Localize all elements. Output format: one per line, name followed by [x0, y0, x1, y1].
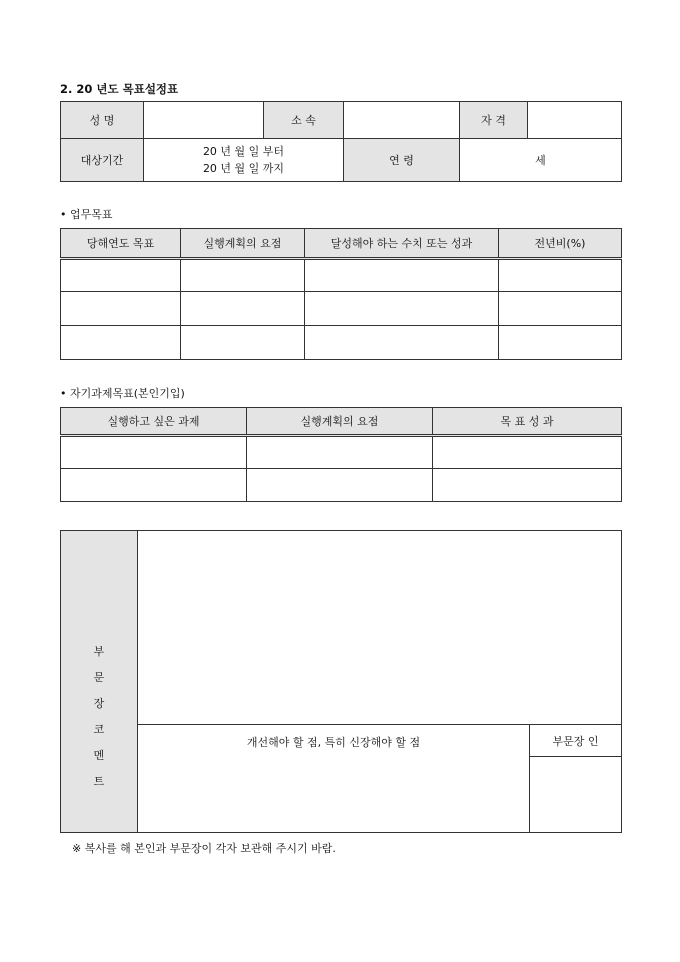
self-goal-cell[interactable]: [247, 469, 433, 502]
work-goal-cell[interactable]: [305, 326, 499, 360]
work-goals-header: 전년비(%): [499, 229, 622, 259]
name-label: 성 명: [61, 102, 144, 139]
page-title: 2. 20 년도 목표설정표: [60, 82, 179, 96]
side-label-char: 장: [93, 696, 105, 710]
qualification-field[interactable]: [528, 102, 622, 139]
work-goals-heading: • 업무목표: [60, 208, 113, 221]
age-field[interactable]: 세: [460, 139, 622, 182]
work-goal-cell[interactable]: [61, 326, 181, 360]
footer-note: ※ 복사를 해 본인과 부문장이 각자 보관해 주시기 바람.: [72, 842, 336, 855]
manager-seal-label: 부문장 인: [530, 725, 622, 757]
side-label-char: 트: [93, 774, 105, 788]
work-goal-cell[interactable]: [61, 259, 181, 292]
manager-comment-label: [61, 531, 138, 833]
period-label: 대상기간: [61, 139, 144, 182]
dept-label: 소 속: [264, 102, 344, 139]
period-field[interactable]: [144, 139, 344, 182]
info-table: [60, 101, 622, 182]
work-goals-header: 실행계획의 요점: [181, 229, 305, 259]
self-goals-header: 실행하고 싶은 과제: [61, 408, 247, 436]
work-goal-cell[interactable]: [181, 292, 305, 326]
work-goal-cell[interactable]: [499, 292, 622, 326]
self-goal-cell[interactable]: [61, 469, 247, 502]
name-field[interactable]: [144, 102, 264, 139]
manager-seal-box[interactable]: [530, 757, 622, 833]
dept-field[interactable]: [344, 102, 460, 139]
work-goal-cell[interactable]: [499, 326, 622, 360]
age-label: 연 령: [344, 139, 460, 182]
comment-table: [60, 530, 622, 833]
side-label-char: 부: [93, 644, 105, 658]
work-goal-cell[interactable]: [181, 326, 305, 360]
work-goal-cell[interactable]: [499, 259, 622, 292]
self-goal-cell[interactable]: [61, 436, 247, 469]
work-goal-cell[interactable]: [181, 259, 305, 292]
manager-comment-area[interactable]: [138, 531, 622, 725]
self-goals-table: [60, 407, 622, 502]
improvement-area[interactable]: [138, 725, 530, 833]
work-goals-header: 당해연도 목표: [61, 229, 181, 259]
period-to: 20 년 월 일 까지: [202, 162, 285, 175]
self-goals-header: 실행계획의 요점: [247, 408, 433, 436]
improvement-label: 개선해야 할 점, 특히 신장해야 할 점: [246, 736, 421, 749]
work-goal-cell[interactable]: [305, 259, 499, 292]
qualification-label: 자 격: [460, 102, 528, 139]
side-label-char: 코: [93, 722, 105, 736]
work-goal-cell[interactable]: [61, 292, 181, 326]
side-label-char: 멘: [93, 748, 105, 762]
work-goals-header: 달성해야 하는 수치 또는 성과: [305, 229, 499, 259]
work-goals-table: [60, 228, 622, 360]
self-goal-cell[interactable]: [433, 469, 622, 502]
side-label-char: 문: [93, 670, 105, 684]
work-goal-cell[interactable]: [305, 292, 499, 326]
self-goal-cell[interactable]: [247, 436, 433, 469]
self-goal-cell[interactable]: [433, 436, 622, 469]
self-goals-header: 목 표 성 과: [433, 408, 622, 436]
period-from: 20 년 월 일 부터: [202, 145, 285, 158]
self-goals-heading: • 자기과제목표(본인기입): [60, 387, 185, 400]
